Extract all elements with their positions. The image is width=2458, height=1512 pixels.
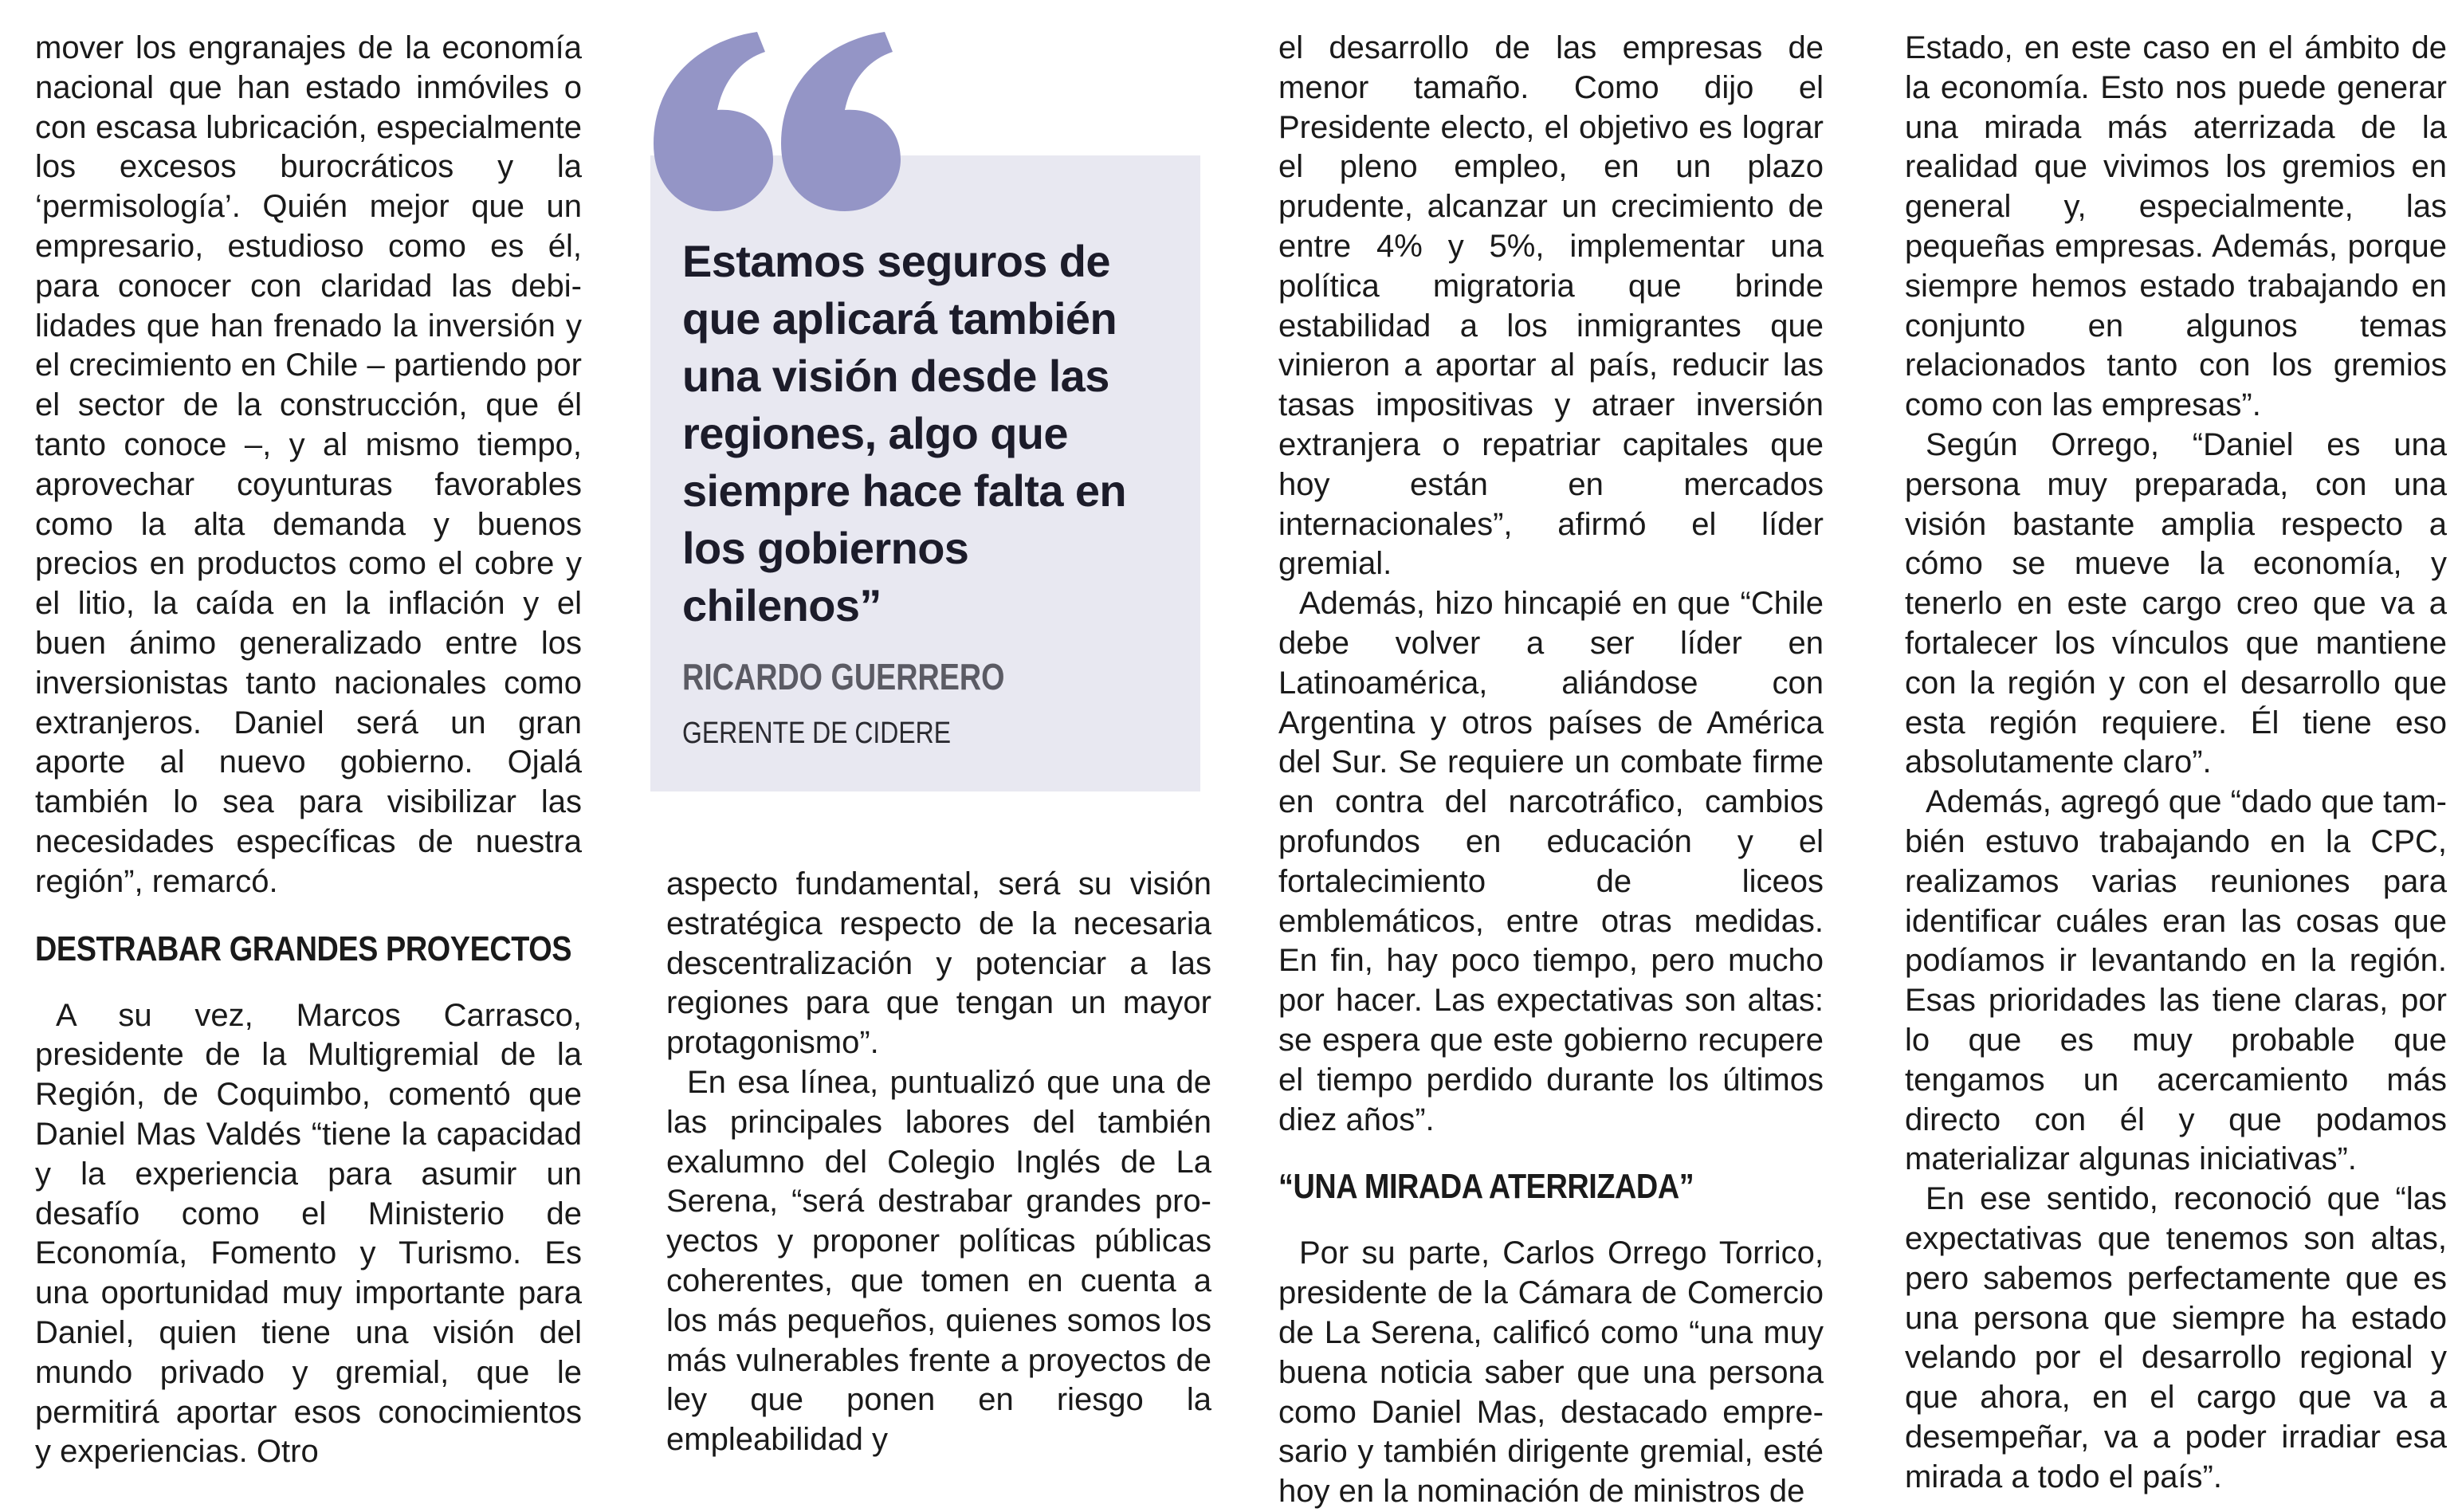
article-column-4 [1905, 29, 2447, 1497]
article-column-2 [666, 865, 1211, 1460]
pull-quote-text: Estamos seguros de que aplicará también una visión desde las regiones, algo que siempre hace falta en los gobiernos chilenos” [682, 236, 1126, 630]
paragraph: Además, agregó que “dado que también estuvo trabajando en la CPC, realizamos varias reuniones para identificar cuáles eran las cosas que podíamos ir levantando en la región. Esas prioridades las tiene claras, por lo que es muy probable que tengamos un acercamiento más directo con él y que podamos materializar algunas iniciativas”. [1905, 784, 2447, 1177]
pull-quote-role: GERENTE DE CIDERE [682, 717, 951, 750]
paragraph: mover los engranajes de la economía nacional que han estado inmóviles o con escasa lubricación, especialmente los excesos burocráticos y la ‘permisología’. Quién mejor que un empresario, estudioso como es él, para conocer con claridad las debilidades que han frenado la inversión y el crecimiento en Chile – partiendo por el sector de la construcción, que él tanto conoce –, y al mismo tiempo, aprovechar coyunturas favorables como la alta demanda y buenos precios en productos como el cobre y el litio, la caída en la inflación y el buen ánimo generalizado entre los inversionistas tanto nacionales como extranjeros. Daniel será un gran aporte al nuevo gobierno. Ojalá también lo sea para visibilizar las necesidades específicas de nuestra región”, remarcó. [35, 30, 582, 899]
paragraph: el desarrollo de las empresas de menor tamaño. Como dijo el Presidente electo, el objetivo es lograr el pleno empleo, en un plazo prudente, alcanzar un crecimiento de entre 4% y 5%, implementar una política migratoria que brinde estabilidad a los inmigrantes que vinieron a aportar al país, reducir las tasas impositivas y atraer inversión extranjera o repatriar capitales que hoy están en mercados internacionales”, afirmó el líder gremial. [1278, 30, 1824, 582]
pull-quote-author: RICARDO GUERRERO [682, 656, 1005, 697]
paragraph: En ese sentido, reconoció que “las expectativas que tenemos son altas, pero sabemos perfectamente que es una persona que siempre ha estado velando por el desarrollo regional y que ahora, en el cargo que va a desempeñar, va a poder irradiar esa mirada a todo el país”. [1905, 1181, 2447, 1494]
article-column-3 [1278, 29, 1824, 1512]
paragraph: Por su parte, Carlos Orrego Torrico, presidente de la Cámara de Comercio de La Serena, calificó como “una muy buena noticia saber que una persona como Daniel Mas, destacado empresario y también dirigente gremial, esté hoy en la nominación de ministros de [1278, 1235, 1824, 1510]
paragraph: A su vez, Marcos Carrasco, presidente de la Multigremial de la Región, de Coquimbo, comentó que Daniel Mas Valdés “tiene la capacidad y la experiencia para asumir un desafío como el Ministerio de Economía, Fomento y Turismo. Es una oportunidad muy importante para Daniel, quien tiene una visión del mundo privado y gremial, que le permitirá aportar esos conocimientos y experiencias. Otro [35, 997, 582, 1470]
article-column-1 [35, 29, 582, 1472]
paragraph: Estado, en este caso en el ámbito de la economía. Esto nos puede generar una mirada más aterrizada de la realidad que vivimos los gremios en general y, especialmente, las pequeñas empresas. Además, porque siempre hemos estado trabajando en conjunto en algunos temas relacionados tanto con los gremios como con las empresas”. [1905, 30, 2447, 423]
section-heading-destrabar: DESTRABAR GRANDES PROYECTOS [35, 929, 572, 968]
opening-quotation-mark-icon [638, 16, 909, 223]
paragraph: Según Orrego, “Daniel es una persona muy preparada, con una visión bastante amplia respecto a cómo se mueve la economía, y tenerlo en este cargo creo que va a fortalecer los vínculos que mantiene con la región y con el desarrollo que esta región requiere. Él tiene eso absolutamente claro”. [1905, 426, 2447, 780]
paragraph: Además, hizo hincapié en que “Chile debe volver a ser líder en Latinoamérica, aliándose con Argentina y otros países de América del Sur. Se requiere un combate firme en contra del narcotráfico, cambios profundos en educación y el fortalecimiento de liceos emblemáticos, entre otras medidas. En fin, hay poco tiempo, pero mucho por hacer. Las expectativas son altas: se espera que este gobierno recupere el tiempo perdido durante los últimos diez años”. [1278, 586, 1824, 1137]
paragraph: aspecto fundamental, será su visión estratégica respecto de la necesaria descentralización y potenciar a las regiones para que tengan un mayor protagonismo”. [666, 866, 1211, 1061]
paragraph: En esa línea, puntualizó que una de las principales labores del también exalumno del Colegio Inglés de La Serena, “será destrabar grandes proyectos y proponer políticas públicas coherentes, que tomen en cuenta a los más pequeños, quienes somos los más vulnerables frente a proyectos de ley que ponen en riesgo la empleabilidad y [666, 1064, 1211, 1458]
section-heading-mirada-aterrizada: “UNA MIRADA ATERRIZADA” [1278, 1167, 1694, 1207]
